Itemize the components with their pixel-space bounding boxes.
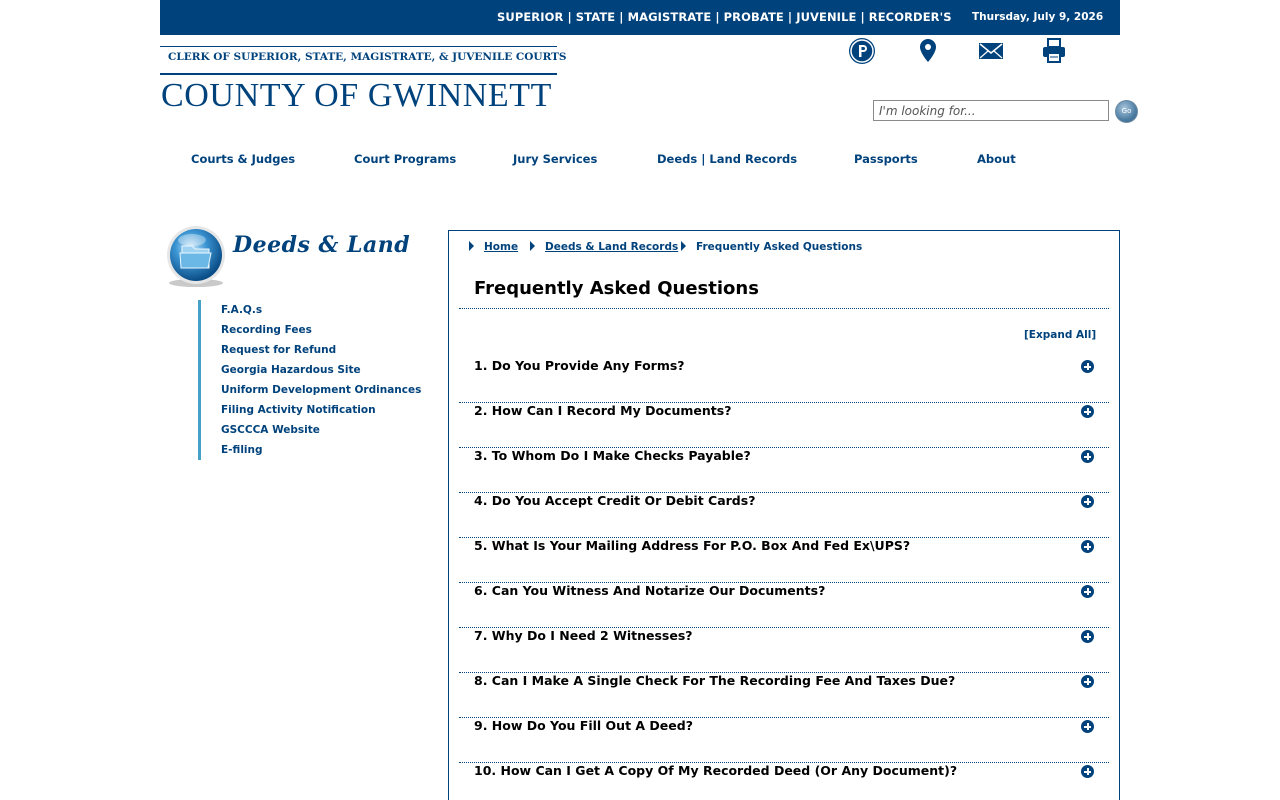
faq-question: 6. Can You Witness And Notarize Our Documents? (474, 583, 826, 598)
expand-plus-icon[interactable] (1081, 720, 1094, 733)
faq-question: 10. How Can I Get A Copy Of My Recorded Deed (Or Any Document)? (474, 763, 958, 778)
breadcrumb-link-home[interactable]: Home (484, 241, 519, 253)
court-link-juvenile[interactable]: JUVENILE (796, 10, 857, 24)
page-title: Frequently Asked Questions (474, 278, 759, 299)
expand-plus-icon[interactable] (1081, 630, 1094, 643)
faq-question: 3. To Whom Do I Make Checks Payable? (474, 448, 751, 463)
section-title: Deeds & Land (233, 232, 411, 258)
logo-title[interactable]: COUNTY OF GWINNETT (161, 77, 553, 114)
expand-plus-icon[interactable] (1081, 450, 1094, 463)
faq-item[interactable] (459, 628, 1109, 673)
logo-divider (160, 73, 557, 75)
faq-question: 2. How Can I Record My Documents? (474, 403, 732, 418)
location-pin-icon[interactable] (914, 37, 942, 65)
side-nav-filing-activity-notification[interactable]: Filing Activity Notification (221, 404, 376, 416)
search-go-button[interactable]: Go (1115, 100, 1138, 123)
faq-item[interactable] (459, 493, 1109, 538)
side-nav-recording-fees[interactable]: Recording Fees (221, 324, 312, 336)
expand-plus-icon[interactable] (1081, 540, 1094, 553)
breadcrumb-arrow-icon (469, 241, 474, 251)
faq-item[interactable] (459, 358, 1109, 403)
expand-plus-icon[interactable] (1081, 765, 1094, 778)
faq-item[interactable] (459, 673, 1109, 718)
parking-icon[interactable] (848, 37, 876, 65)
nav-jury-services[interactable]: Jury Services (513, 152, 598, 166)
court-link-superior[interactable]: SUPERIOR (497, 10, 564, 24)
content-panel (448, 230, 1120, 800)
nav-about[interactable]: About (977, 152, 1016, 166)
side-nav-faqs[interactable]: F.A.Q.s (221, 304, 263, 316)
faq-question: 1. Do You Provide Any Forms? (474, 358, 685, 373)
court-link-state[interactable]: STATE (575, 10, 616, 24)
current-date: Thursday, July 9, 2026 (972, 11, 1104, 23)
faq-item[interactable] (459, 538, 1109, 583)
faq-question: 9. How Do You Fill Out A Deed? (474, 718, 693, 733)
court-link-magistrate[interactable]: MAGISTRATE (627, 10, 712, 24)
faq-item[interactable] (459, 583, 1109, 628)
top-bar (160, 0, 1120, 35)
breadcrumb-arrow-icon (530, 241, 535, 251)
faq-item[interactable] (459, 718, 1109, 763)
email-icon[interactable] (977, 37, 1005, 65)
faq-item[interactable] (459, 403, 1109, 448)
expand-plus-icon[interactable] (1081, 675, 1094, 688)
title-divider (459, 308, 1109, 309)
expand-plus-icon[interactable] (1081, 405, 1094, 418)
faq-question: 7. Why Do I Need 2 Witnesses? (474, 628, 693, 643)
nav-deeds-land-records[interactable]: Deeds | Land Records (657, 152, 798, 166)
logo-top-rule (160, 46, 557, 47)
faq-question: 8. Can I Make A Single Check For The Recording Fee And Taxes Due? (474, 673, 956, 688)
side-nav-uniform-development-ordinances[interactable]: Uniform Development Ordinances (221, 384, 422, 396)
side-nav-request-refund[interactable]: Request for Refund (221, 344, 337, 356)
print-icon[interactable] (1040, 37, 1068, 65)
expand-plus-icon[interactable] (1081, 495, 1094, 508)
search-input[interactable] (873, 100, 1109, 121)
expand-all-link[interactable]: [Expand All] (1024, 329, 1097, 341)
side-nav-gsccca-website[interactable]: GSCCCA Website (221, 424, 320, 436)
court-link-recorders[interactable]: RECORDER'S (868, 10, 952, 24)
breadcrumb-arrow-icon (681, 241, 686, 251)
main-nav (0, 152, 1280, 168)
faq-question: 4. Do You Accept Credit Or Debit Cards? (474, 493, 756, 508)
breadcrumb-current: Frequently Asked Questions (696, 241, 863, 253)
court-links: SUPERIOR | STATE | MAGISTRATE | PROBATE | JUVENILE | RECORDER'S (497, 10, 952, 24)
side-nav-e-filing[interactable]: E-filing (221, 444, 263, 456)
nav-courts-judges[interactable]: Courts & Judges (191, 152, 296, 166)
folder-icon (165, 224, 227, 288)
expand-plus-icon[interactable] (1081, 585, 1094, 598)
side-nav (198, 300, 428, 460)
court-link-probate[interactable]: PROBATE (723, 10, 784, 24)
logo-subtitle[interactable]: CLERK OF SUPERIOR, STATE, MAGISTRATE, & JUVENILE COURTS (168, 51, 567, 63)
breadcrumb-link-deeds-land-records[interactable]: Deeds & Land Records (545, 241, 679, 253)
faq-item[interactable] (459, 448, 1109, 493)
expand-plus-icon[interactable] (1081, 360, 1094, 373)
nav-court-programs[interactable]: Court Programs (354, 152, 457, 166)
faq-question: 5. What Is Your Mailing Address For P.O. Box And Fed Ex\UPS? (474, 538, 911, 553)
nav-passports[interactable]: Passports (854, 152, 918, 166)
side-nav-georgia-hazardous-site[interactable]: Georgia Hazardous Site (221, 364, 361, 376)
faq-item[interactable] (459, 763, 1109, 800)
